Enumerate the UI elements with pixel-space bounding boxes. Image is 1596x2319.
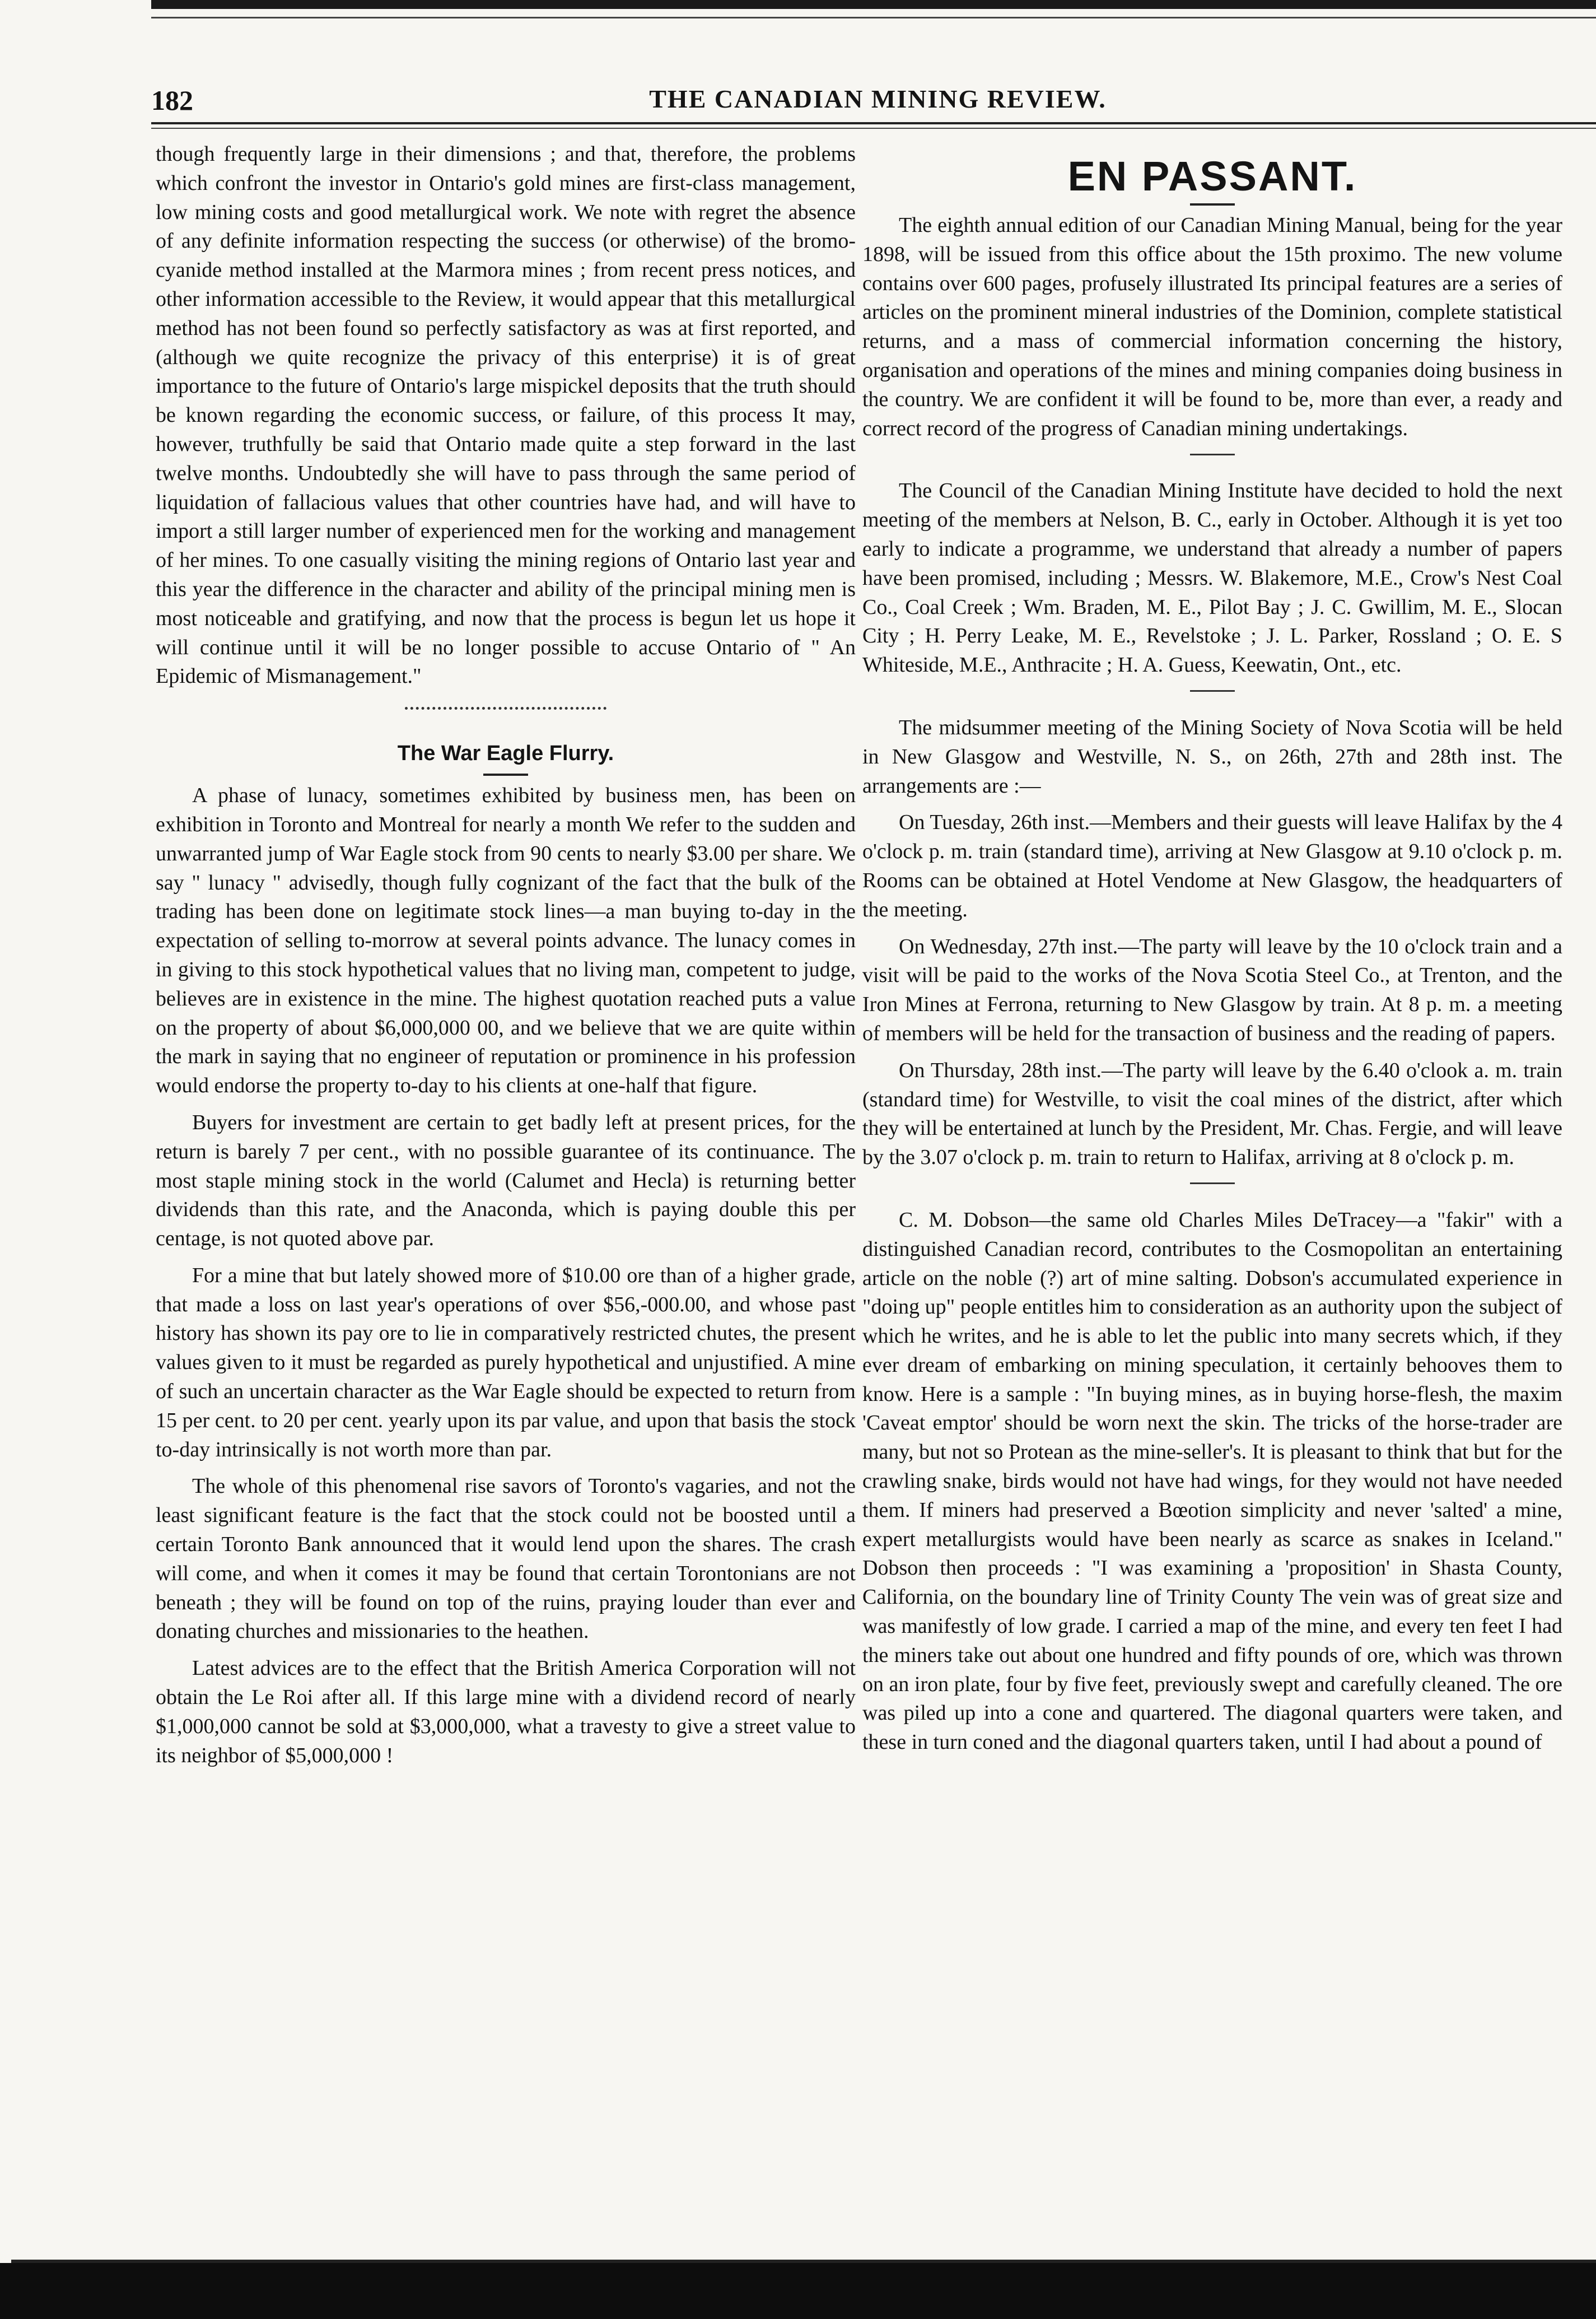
top-border-thin-rule: [151, 17, 1596, 18]
dobson-paragraph: C. M. Dobson—the same old Charles Miles DeTracey—a "fakir" with a distinguished Canadian record, contributes to the Cosmopolitan an entertaining article on the noble (?) art of mine salting. Dobson's accumulated experience in "doing up" people entitles him to consideration as an authority upon the subject of which he writes, and he is able to let the public into many secrets which, if they ever dream of embarking on mining speculation, it certainly behooves them to know. Here is a sample : "In buying mines, as in buying horse-flesh, the maxim 'Caveat emptor' should be worn next the skin. The tricks of the horse-trader are many, but not so Protean as the mine-seller's. It is pleasant to think that but for the crawling snake, birds would not have had wings, for they would not have needed them. If miners had preserved a Bœotion simplicity and never 'salted' a mine, expert metallurgists would have been nearly as scarce as snakes in Iceland." Dobson then proceeds : "I was examining a 'proposition' in Shasta County, California, on the boundary line of Trinity County The vein was of great size and was manifestly of low grade. I carried a map of the mine, and every ten feet I had the miners take out about one hundred and fifty pounds of ore, which was thrown on an iron plate, four by five feet, previously swept and carefully cleaned. The ore was piled up into a cone and quartered. The diagonal quarters were taken, and these in turn coned and the diagonal quarters taken, until I had about a pound of: [862, 1208, 1562, 1754]
war-eagle-title: The War Eagle Flurry.: [397, 742, 614, 766]
right-column: [862, 140, 1562, 1757]
left-column: [156, 140, 856, 1770]
tuesday-schedule-paragraph: On Tuesday, 26th inst.—Members and their guests will leave Halifax by the 4 o'clock p. m. train (standard time), arriving at New Glasgow at 9.10 o'clock p. m. Rooms can be obtained at Hotel Vendome at New Glasgow, the headquarters of the meeting.: [862, 811, 1562, 921]
nova-scotia-meeting-paragraph: The midsummer meeting of the Mining Society of Nova Scotia will be held in New Glasgow and Westville, N. S., on 26th, 27th and 28th inst. The arrangements are :—: [862, 715, 1562, 798]
thursday-schedule-paragraph: On Thursday, 28th inst.—The party will leave by the 6.40 o'clook a. m. train (standard time) for Westville, to visit the coal mines of the district, after which they will be entertained at lunch by the President, Mr. Chas. Fergie, and will leave by the 3.07 o'clock p. m. train to return to Halifax, arriving at 8 o'clock p. m.: [862, 1058, 1562, 1170]
war-eagle-paragraph-3: For a mine that but lately showed more of $10.00 ore than of a higher grade, that made a loss on last year's operations of over $56,-000.00, and whose past history has shown its pay ore to lie in comparatively restricted chutes, the present values given to it must be regarded as purely hypothetical and unjustified. A mine of such an uncertain character as the War Eagle should be expected to return from 15 per cent. to 20 per cent. yearly upon its par value, and upon that basis the stock to-day intrinsically is not worth more than par.: [156, 1263, 856, 1461]
left-paragraph-ontario: though frequently large in their dimensions ; and that, therefore, the problems which confront the investor in Ontario's gold mines are first-class management, low mining costs and good metallurgical work. We note with regret the absence of any definite information respecting the success (or otherwise) of the bromo-cyanide method installed at the Marmora mines ; from recent press notices, and other information accessible to the Review, it would appear that this metallurgical method has not been found so perfectly satisfactory as was at first reported, and (although we quite recognize the privacy of this enterprise) it is of great importance to the future of Ontario's large mispickel deposits that the truth should be known regarding the economic success, or failure, of this process It may, however, truthfully be said that Ontario made quite a step forward in the last twelve months. Undoubtedly she will have to pass through the same period of liquidation of fallacious values that other countries have had, and will have to import a still larger number of experienced men for the working and management of her mines. To one casually visiting the mining regions of Ontario last year and this year the difference in the character and ability of the principal mining men is most noticeable and gratifying, and now that the process is begun let us hope it will continue until it will be no longer possible to accuse Ontario of " An Epidemic of Mismanagement.": [156, 142, 856, 688]
header-rule-thin: [151, 128, 1596, 129]
war-eagle-paragraph-2: Buyers for investment are certain to get badly left at present prices, for the return is barely 7 per cent., with no possible guarantee of its continuance. The most staple mining stock in the world (Calumet and Hecla) is returning better dividends than this rate, and the Anaconda, which is paying double this per centage, is not quoted above par.: [156, 1110, 856, 1251]
running-head: THE CANADIAN MINING REVIEW.: [649, 85, 1107, 113]
item-separator: [862, 680, 1562, 702]
title-underline: [1190, 203, 1235, 206]
mining-manual-paragraph: The eighth annual edition of our Canadian Mining Manual, being for the year 1898, will be issued from this office about the 15th proximo. The new volume contains over 600 pages, profusely illustrated Its principal features are a series of articles on the prominent mineral industries of the Dominion, complete statistical returns, and a mass of commercial information concerning the history, organisation and operations of the mines and mining companies doing business in the country. We are confident it will be found to be, more than ever, a ready and correct record of the progress of Canadian mining undertakings.: [862, 213, 1562, 440]
en-passant-title: EN PASSANT.: [1067, 153, 1357, 199]
war-eagle-paragraph-5: Latest advices are to the effect that the British America Corporation will not obtain the Le Roi after all. If this large mine with a dividend record of nearly $1,000,000 cannot be sold at $3,000,000, what a travesty to give a street value to its neighbor of $5,000,000 !: [156, 1656, 856, 1767]
page-header: [151, 84, 1596, 118]
item-separator: [862, 1172, 1562, 1195]
section-separator: [156, 691, 856, 725]
war-eagle-paragraph-4: The whole of this phenomenal rise savors of Toronto's vagaries, and not the least significant feature is the fact that the stock could not be boosted until a certain Toronto Bank announced that it would lend upon the shares. The crash will come, and when it comes it may be found that certain Torontonians are not beneath ; they will be found on top of the ruins, praying louder than ever and donating churches and missionaries to the heathen.: [156, 1474, 856, 1643]
bottom-border-band: [0, 2263, 1596, 2319]
header-rule: [151, 122, 1596, 124]
title-underline: [483, 774, 528, 776]
page-number: 182: [151, 85, 193, 116]
wednesday-schedule-paragraph: On Wednesday, 27th inst.—The party will leave by the 10 o'clock train and a visit will be paid to the works of the Nova Scotia Steel Co., at Trenton, and the Iron Mines at Ferrona, returning to New Glasgow by train. At 8 p. m. a meeting of members will be held for the transaction of business and the reading of papers.: [862, 934, 1562, 1045]
mining-institute-paragraph: The Council of the Canadian Mining Institute have decided to hold the next meeting of the members at Nelson, B. C., early in October. Although it is yet too early to indicate a programme, we understand that already a number of papers have been promised, including ; Messrs. W. Blakemore, M.E., Crow's Nest Coal Co., Coal Creek ; Wm. Braden, M. E., Pilot Bay ; J. C. Gwillim, M. E., Slocan City ; H. Perry Leake, M. E., Revelstoke ; J. L. Parker, Rossland ; O. E. S Whiteside, M.E., Anthracite ; H. A. Guess, Keewatin, Ont., etc.: [862, 479, 1562, 677]
item-separator: [862, 443, 1562, 465]
top-border-rule: [151, 0, 1596, 9]
war-eagle-paragraph-1: A phase of lunacy, sometimes exhibited by business men, has been on exhibition in Toronto and Montreal for nearly a month We refer to the sudden and unwarranted jump of War Eagle stock from 90 cents to nearly $3.00 per share. We say " lunacy " advisedly, though fully cognizant of the fact that the bulk of the trading has been done on legitimate stock lines—a man buying to-day in the expectation of selling to-morrow at several points advance. The lunacy comes in in giving to this stock hypothetical values that no living man, competent to judge, believes are in existence in the mine. The highest quotation reached puts a value on the property of about $6,000,000 00, and we believe that we are quite within the mark in saying that no engineer of reputation or prominence in his profession would endorse the property to-day to his clients at one-half that figure.: [156, 784, 856, 1098]
